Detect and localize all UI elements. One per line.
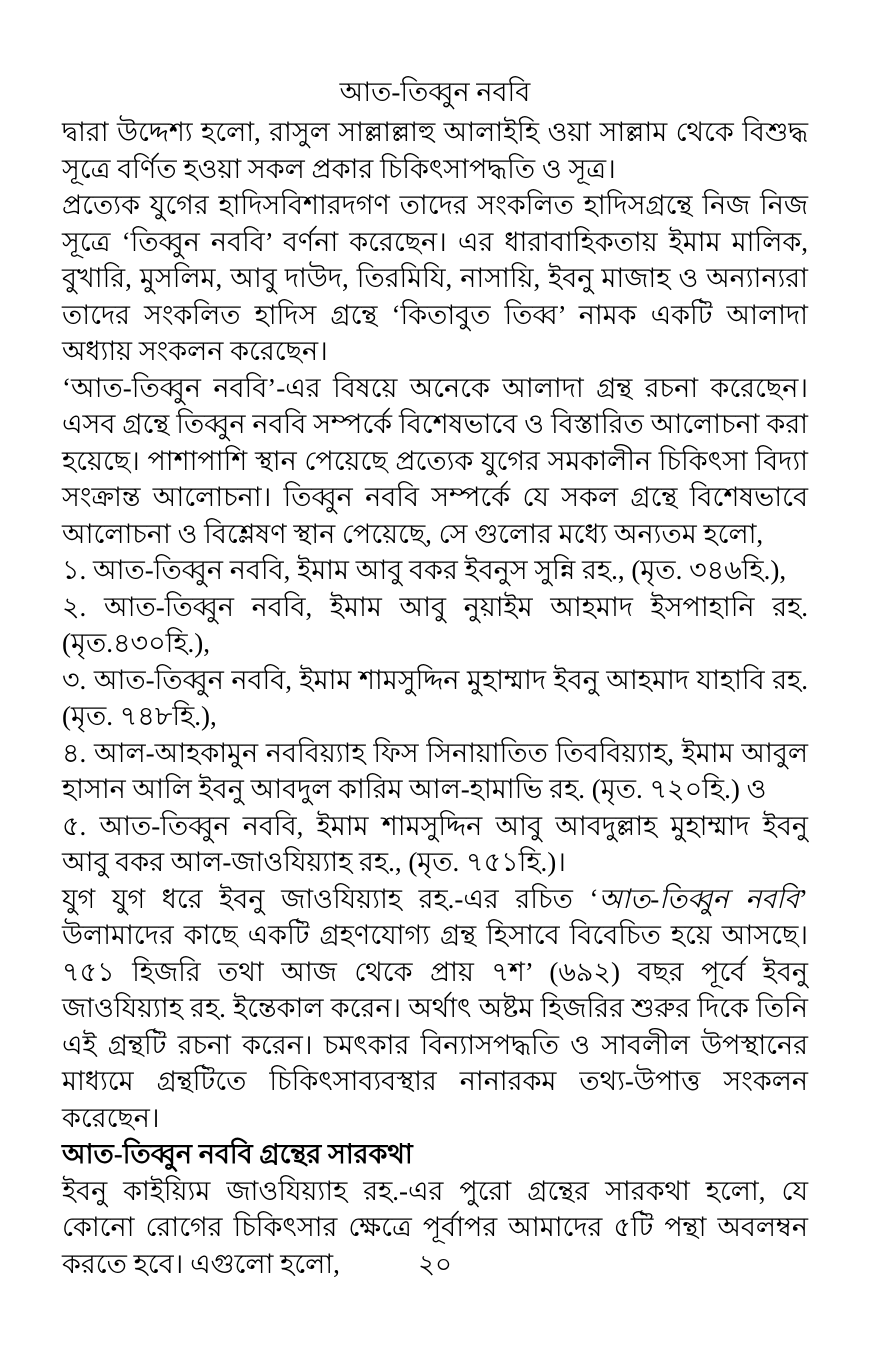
book-list-item-3: ৩. আত-তিব্বুন নববি, ইমাম শামসুদ্দিন মুহাম্মাদ ইবনু আহমাদ যাহাবি রহ. (মৃত. ৭৪৮হি.), [62, 664, 808, 731]
history-text-after: ’ উলামাদের কাছে একটি গ্রহণযোগ্য গ্রন্থ হিসাবে বিবেচিত হয়ে আসছে। ৭৫১ হিজরি তথা আজ থেকে প্রায় ৭শ’ (৬৯২) বছর পূর্বে ইবনু জাওযিয়্যাহ রহ. ইন্তেকাল করেন। অর্থাৎ অষ্টম হিজরির শুরুর দিকে তিনি এই গ্রন্থটি রচনা করেন। চমৎকার বিন্যাসপদ্ধতি ও সাবলীল উপস্থানের মাধ্যমে গ্রন্থটিতে চিকিৎসাব্যবস্থার নানারকম তথ্য-উপাত্ত সংকলন করেছেন। [62, 883, 808, 1133]
page-number: ২০ [418, 1250, 452, 1279]
paragraph-hadith-compilers: প্রত্যেক যুগের হাদিসবিশারদগণ তাদের সংকলিত হাদিসগ্রন্থে নিজ নিজ সূত্রে ‘তিব্বুন নববি’ বর্ণনা করেছেন। এর ধারাবাহিকতায় ইমাম মালিক, বুখারি, মুসলিম, আবু দাউদ, তিরমিযি, নাসায়ি, ইবনু মাজাহ ও অন্যান্যরা তাদের সংকলিত হাদিস গ্রন্থে ‘কিতাবুত তিব্ব’ নামক একটি আলাদা অধ্যায় সংকলন করেছেন। [62, 190, 808, 366]
paragraph-continuation: দ্বারা উদ্দেশ্য হলো, রাসুল সাল্লাল্লাহু আলাইহি ওয়া সাল্লাম থেকে বিশুদ্ধ সূত্রে বর্ণিত হওয়া সকল প্রকার চিকিৎসাপদ্ধতি ও সূত্র। [62, 117, 808, 184]
book-list-item-5: ৫. আত-তিব্বুন নববি, ইমাম শামসুদ্দিন আবু আবদুল্লাহ মুহাম্মাদ ইবনু আবু বকর আল-জাওযিয়্যাহ রহ., (মৃত. ৭৫১হি.)। [62, 810, 808, 877]
paragraph-history [62, 881, 808, 1137]
page-body [62, 114, 808, 1282]
paragraph-summary-intro: ইবনু কাইয়্যিম জাওযিয়্যাহ রহ.-এর পুরো গ্রন্থের সারকথা হলো, যে কোনো রোগের চিকিৎসার ক্ষেত্রে পূর্বাপর আমাদের ৫টি পন্থা অবলম্বন করতে হবে। এগুলো হলো, [62, 1175, 808, 1279]
book-list-item-2: ২. আত-তিব্বুন নববি, ইমাম আবু নুয়াইম আহমাদ ইসপাহানি রহ. (মৃত.৪৩০হি.), [62, 591, 808, 658]
history-text-before: যুগ যুগ ধরে ইবনু জাওযিয়্যাহ রহ.-এর রচিত ‘ [62, 883, 599, 914]
book-list-item-1: ১. আত-তিব্বুন নববি, ইমাম আবু বকর ইবনুস সুন্নি রহ., (মৃত. ৩৪৬হি.), [62, 555, 787, 585]
section-heading-summary: আত-তিব্বুন নববি গ্রন্থের সারকথা [62, 1139, 413, 1169]
running-header: আত-তিব্বুন নববি [339, 77, 531, 107]
book-title-italic: আত-তিব্বুন নববি [598, 883, 799, 914]
book-list-item-4: ৪. আল-আহকামুন নববিয়্যাহ ফিস সিনায়াতিত তিববিয়্যাহ, ইমাম আবুল হাসান আলি ইবনু আবদুল কারিম আল-হামাভি রহ. (মৃত. ৭২০হি.) ও [62, 737, 808, 804]
paragraph-books-on-subject: ‘আত-তিব্বুন নববি’-এর বিষয়ে অনেকে আলাদা গ্রন্থ রচনা করেছেন। এসব গ্রন্থে তিব্বুন নববি সম্পর্কে বিশেষভাবে ও বিস্তারিত আলোচনা করা হয়েছে। পাশাপাশি স্থান পেয়েছে প্রত্যেক যুগের সমকালীন চিকিৎসা বিদ্যা সংক্রান্ত আলোচনা। তিব্বুন নববি সম্পর্কে যে সকল গ্রন্থে বিশেষভাবে আলোচনা ও বিশ্লেষণ স্থান পেয়েছে, সে গুলোর মধ্যে অন্যতম হলো, [62, 372, 808, 549]
